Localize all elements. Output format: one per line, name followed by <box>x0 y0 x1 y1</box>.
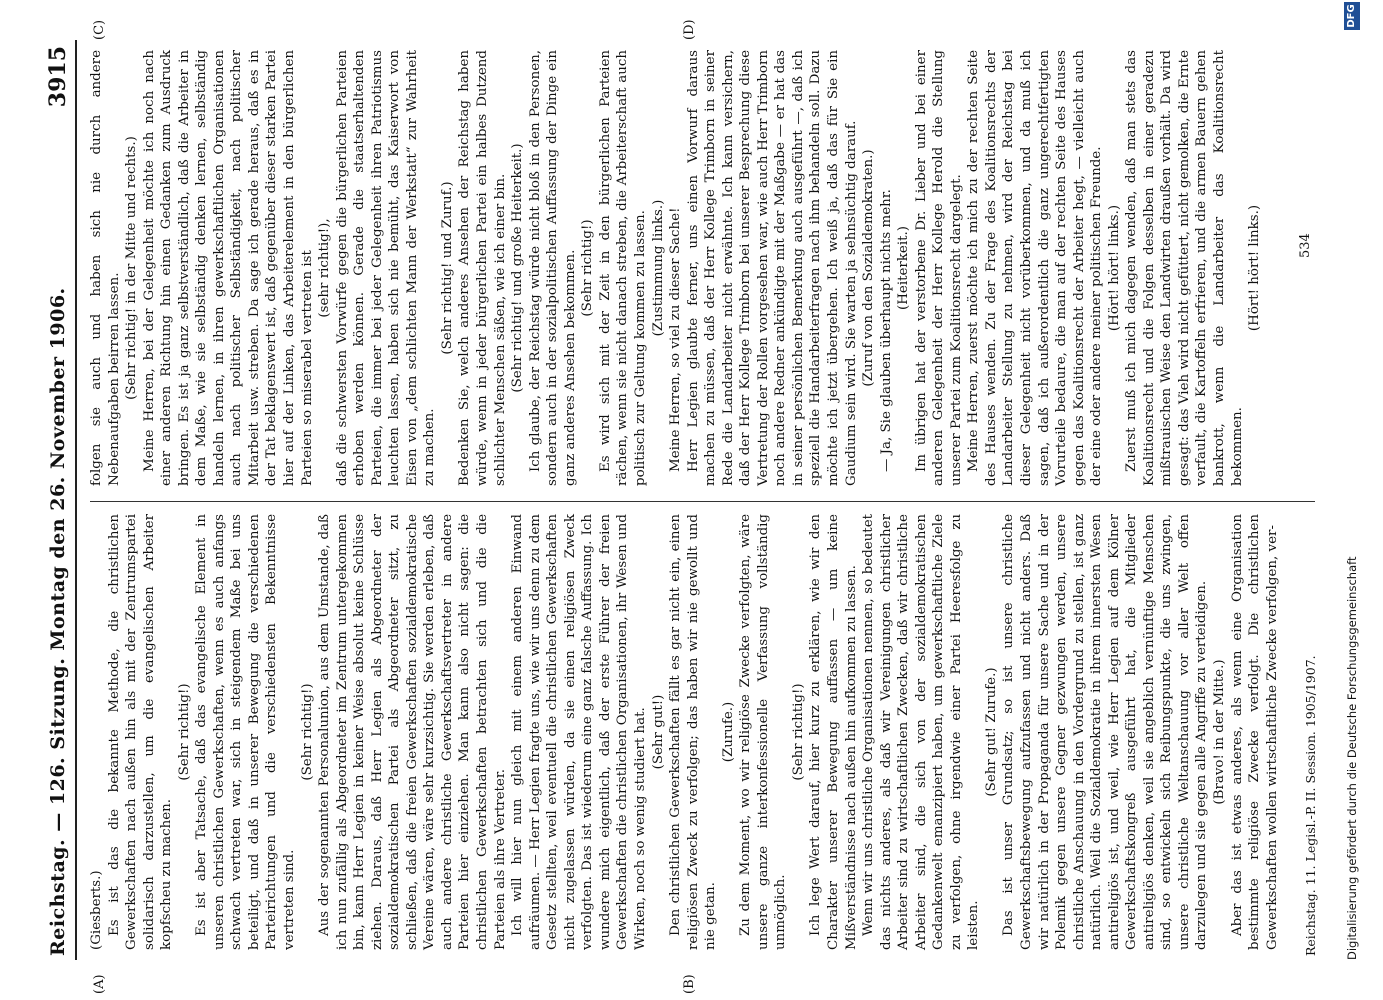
column2-paragraph: (Zustimmung links.) <box>650 199 666 337</box>
column1-paragraph: Aus der sogenannten Personalunion, aus dem Umstande, daß ich nun zufällig als Abgeordneter im Zentrum untergekommen bin, kann Herr Legien in keiner Weise absolut keine Schlüsse ziehen. Daraus, daß Herr Legien als Abgeordneter der sozialdemokratischen Partei als Abgeordneter sitzt, zu schließen, daß die freien Gewerkschaften sozialdemokratische Vereine wären, wäre sehr kurzsichtig. Sie werden erleben, daß auch andere christliche Gewerkschaftsvertreter in andere Parteien hier einziehen. Man kann also nicht sagen: die christlichen Gewerkschaften betrachten sich und die die Parteien als ihre Vertreter. <box>317 514 508 950</box>
column1-paragraph: (Sehr richtig!) <box>299 683 315 781</box>
column2-paragraph: (Hört! hört! links.) <box>1247 204 1263 332</box>
page-footer: Reichstag. 11. Legisl.-P. II. Session. 1905/1907. <box>1303 655 1318 956</box>
column2-paragraph: Meine Herren, so viel zu dieser Sache! <box>668 207 684 472</box>
column2-paragraph: daß die schwersten Vorwürfe gegen die bürgerlichen Parteien erhoben werden können. Gerade die staatserhaltenden Parteien, die immer bei jeder Gelegenheit ihren Patriotismus leuchten lassen, haben sich nie bemüht, das Kaiserwort von Eisen von „dem schlichten Mann der Werkstatt“ zur Wahrheit zu machen. <box>334 50 438 486</box>
column2-paragraph: (Heiterkeit.) <box>896 226 912 310</box>
column2-paragraph: — Ja, Sie glauben überhaupt nichts mehr. <box>878 189 894 472</box>
margin-letter-a: (A) <box>92 974 107 994</box>
text-column-left <box>88 514 1281 950</box>
column2-paragraph: Meine Herren, bei der Gelegenheit möchte ich noch nach einer anderen Richtung hin einen Gedanken zum Ausdruck bringen. Es ist ja ganz selbstverständlich, daß die Arbeiter in dem Maße, wie sie selbständig denken lernen, selbständig handeln lernen, in ihren gewerkschaftlichen Organisationen auch nach politischer Selbständigkeit, nach politischer Mitarbeit usw. streben. Da sage ich gerade heraus, daß es in der Tat beklagenswert ist, daß gegenüber dieser starken Partei hier auf der Linken, das Arbeiterelement in den bürgerlichen Parteien so miserabel vertreten ist <box>141 50 315 486</box>
digitization-note: Digitalisierung gefördert durch die Deutsche Forschungsgemeinschaft <box>1345 556 1359 960</box>
column2-paragraph: Bedenken Sie, welch anderes Ansehen der Reichstag haben würde, wenn in jeder bürgerlichen Partei ein halbes Dutzend schlichter Menschen säßen, wie ich einer bin. <box>457 50 508 486</box>
column2-paragraph: (Hört! hört! links.) <box>1106 204 1122 332</box>
column2-paragraph: Zuerst muß ich mich dagegen wenden, daß man stets das Koalitionsrecht und die Folgen desselben in einer geradezu mißtrauischen Weise den Landwirten draußen vorhält. Da wird gesagt: das Vieh wird nicht gefüttert, nicht gemolken, die Ernte verfault, die Kartoffeln erfrieren, und die armen Bauern gehen bankrott, wenn die Landarbeiter das Koalitionsrecht bekommen. <box>1124 50 1245 486</box>
column1-paragraph: Aber das ist etwas anderes, als wenn eine Organisation bestimmte religiöse Zwecke verfolgt. Die christlichen Gewerkschaften wollen wirtschaftliche Zwecke verfolgen, ver- <box>1229 514 1280 950</box>
column1-paragraph: (Giesberts.) <box>89 870 104 950</box>
column2-paragraph: Herr Legien glaubte ferner, uns einen Vorwurf daraus machen zu müssen, daß der Herr Kollege Trimborn in seiner Rede die Landarbeiter nicht erwähnte. Ich kann versichern, daß der Herr Kollege Trimborn bei unserer Besprechung diese Vertretung der Rollen vorgesehen war, wie auch Herr Trimborn noch andere Redner ankündigte mit der Maßgabe — er hat das in seiner persönlichen Bemerkung auch ausgeführt —, daß ich speziell die Handarbeiterfragen nach ihm behandeln soll. Dazu möchte ich jetzt übergehen. Ich weiß ja, daß das für Sie ein Gaudium sein wird. Sie warten ja sehnsüchtig darauf. <box>685 50 859 486</box>
margin-letter-b: (B) <box>682 974 697 994</box>
column1-paragraph: Das ist unser Grundsatz; so ist unsere christliche Gewerkschaftsbewegung aufzufassen und nicht anders. Daß wir natürlich in der Propaganda für unsere Sache und in der Polemik gegen unsere Gegner gezwungen werden, unsere christliche Anschauung in den Vordergrund zu stellen, ist ganz natürlich. Weil die Sozialdemokratie in ihrem innersten Wesen antireligiös ist, und weil, wie Herr Legien auf dem Kölner Gewerkschaftskongreß ausgeführt hat, die Mitglieder antireligiös denken, weil sie angeblich vernünftige Menschen sind, so entwickeln sich Reibungspunkte, die uns zwingen, unsere christliche Weltanschauung vor aller Welt offen darzulegen und sie gegen alle Angriffe zu verteidigen. <box>1001 514 1210 950</box>
column1-paragraph: (Zurufe.) <box>720 701 736 763</box>
margin-letter-d: (D) <box>682 19 697 40</box>
column-divider <box>90 501 1315 502</box>
column1-paragraph: (Sehr richtig!) <box>176 683 192 781</box>
column1-paragraph: (Sehr gut!) <box>650 694 666 770</box>
column1-paragraph: (Bravo! in der Mitte.) <box>1212 659 1227 805</box>
column1-paragraph: Zu dem Moment, wo wir religiöse Zwecke verfolgten, wäre unsere ganze interkonfessionelle Verfassung vollständig unmöglich. <box>738 514 789 950</box>
column1-paragraph: Wenn wir uns christliche Organisationen nennen, so bedeutet das nichts anderes, als daß wir Vereinigungen christlicher Arbeiter sind zu wirtschaftlichen Zwecken, daß wir christliche Arbeiter sind, die sich von der sozialdemokratischen Gedankenwelt emanzipiert haben, um gewerkschaftliche Ziele zu verfolgen, ohne irgendwie einer Partei Heeresfolge zu leisten. <box>861 514 982 950</box>
header-title: Reichstag. — 126. Sitzung. Montag den 26. November 1906. <box>47 287 69 956</box>
column1-paragraph: Den christlichen Gewerkschaften fällt es gar nicht ein, einen religiösen Zweck zu verfolgen; das haben wir nie gewollt und nie getan. <box>668 514 719 950</box>
column1-paragraph: (Sehr richtig!) <box>790 683 806 781</box>
column1-paragraph: Es ist aber Tatsache, daß das evangelische Element in unseren christlichen Gewerkschaften, wenn es auch anfangs schwach vertreten war, sich in steigendem Maße bei uns beteiligt, und daß in unserer Bewegung die verschiedenen Parteirichtungen und die verschiedensten Bekenntnisse vertreten sind. <box>194 514 298 950</box>
column2-paragraph: (Zuruf von den Sozialdemokraten.) <box>861 149 877 387</box>
column2-paragraph: Meine Herren, zuerst möchte ich mich zu der rechten Seite des Hauses wenden. Zu der Frage des Koalitionsrechts der Landarbeiter Stellung zu nehmen, wird der Reichstag bei dieser Gelegenheit nicht vorüberkommen, und da muß ich sagen, daß ich außerordentlich die ganz ungerechtfertigten Vorurteile bedaure, die man auf der rechten Seite des Hauses gegen das Koalitionsrecht der Arbeiter hegt, — vielleicht auch der eine oder andere meiner politischen Freunde. <box>966 50 1105 486</box>
column2-paragraph: folgen sie auch und haben sich nie durch andere Nebenaufgaben beirren lassen. <box>89 50 122 486</box>
text-column-right <box>88 50 1264 486</box>
column1-paragraph: Ich lege Wert darauf, hier kurz zu erklären, wie wir den Charakter unserer Bewegung auffassen — um keine Mißverständnisse nach außen hin aufkommen zu lassen. <box>808 514 859 950</box>
page-header <box>45 40 77 960</box>
column2-paragraph: (sehr richtig!), <box>317 218 333 318</box>
folio-number: 534 <box>1298 233 1313 258</box>
column2-paragraph: Im übrigen hat der verstorbene Dr. Lieber und bei einer anderen Gelegenheit der Herr Kollege Herold die Stellung unserer Partei zum Koalitionsrecht dargelegt. <box>913 50 964 486</box>
column2-paragraph: (Sehr richtig! und große Heiterkeit.) <box>510 143 526 393</box>
column2-paragraph: (Sehr richtig! in der Mitte und rechts.) <box>124 136 140 400</box>
column2-paragraph: (Sehr richtig!) <box>580 219 596 317</box>
column2-paragraph: Ich glaube, der Reichstag würde nicht bloß in den Personen, sondern auch in der sozialpolitischen Auffassung der Dinge ein ganz anderes Ansehen bekommen. <box>527 50 578 486</box>
column1-paragraph: Es ist das die bekannte Methode, die christlichen Gewerkschaften nach außen hin als mit der Zentrumspartei solidarisch darzustellen, um die evangelischen Arbeiter kopfscheu zu machen. <box>106 514 175 950</box>
page-number: 3915 <box>45 46 71 108</box>
column1-paragraph: Ich will hier nun gleich mit einem anderen Einwand aufräumen. — Herr Legien fragte uns, wie wir uns denn zu dem Gesetz stellten, weil eventuell die christlichen Gewerkschaften nicht zugelassen würden, da sie einen religiösen Zweck verfolgten. Das ist wiederum eine ganz falsche Auffassung. Ich wundere mich eigentlich, daß der erste Führer der freien Gewerkschaften die christlichen Organisationen, ihr Wesen und Wirken, noch so wenig studiert hat. <box>510 514 648 950</box>
dfg-logo: DFG <box>1344 2 1360 30</box>
margin-letter-c: (C) <box>92 19 107 40</box>
column1-paragraph: (Sehr gut! Zurufe.) <box>983 667 999 797</box>
column2-paragraph: Es wird sich mit der Zeit in den bürgerlichen Parteien rächen, wenn sie nicht danach streben, die Arbeiterschaft auch politisch zur Geltung kommen zu lassen. <box>597 50 648 486</box>
column2-paragraph: (Sehr richtig! und Zuruf.) <box>439 181 455 355</box>
